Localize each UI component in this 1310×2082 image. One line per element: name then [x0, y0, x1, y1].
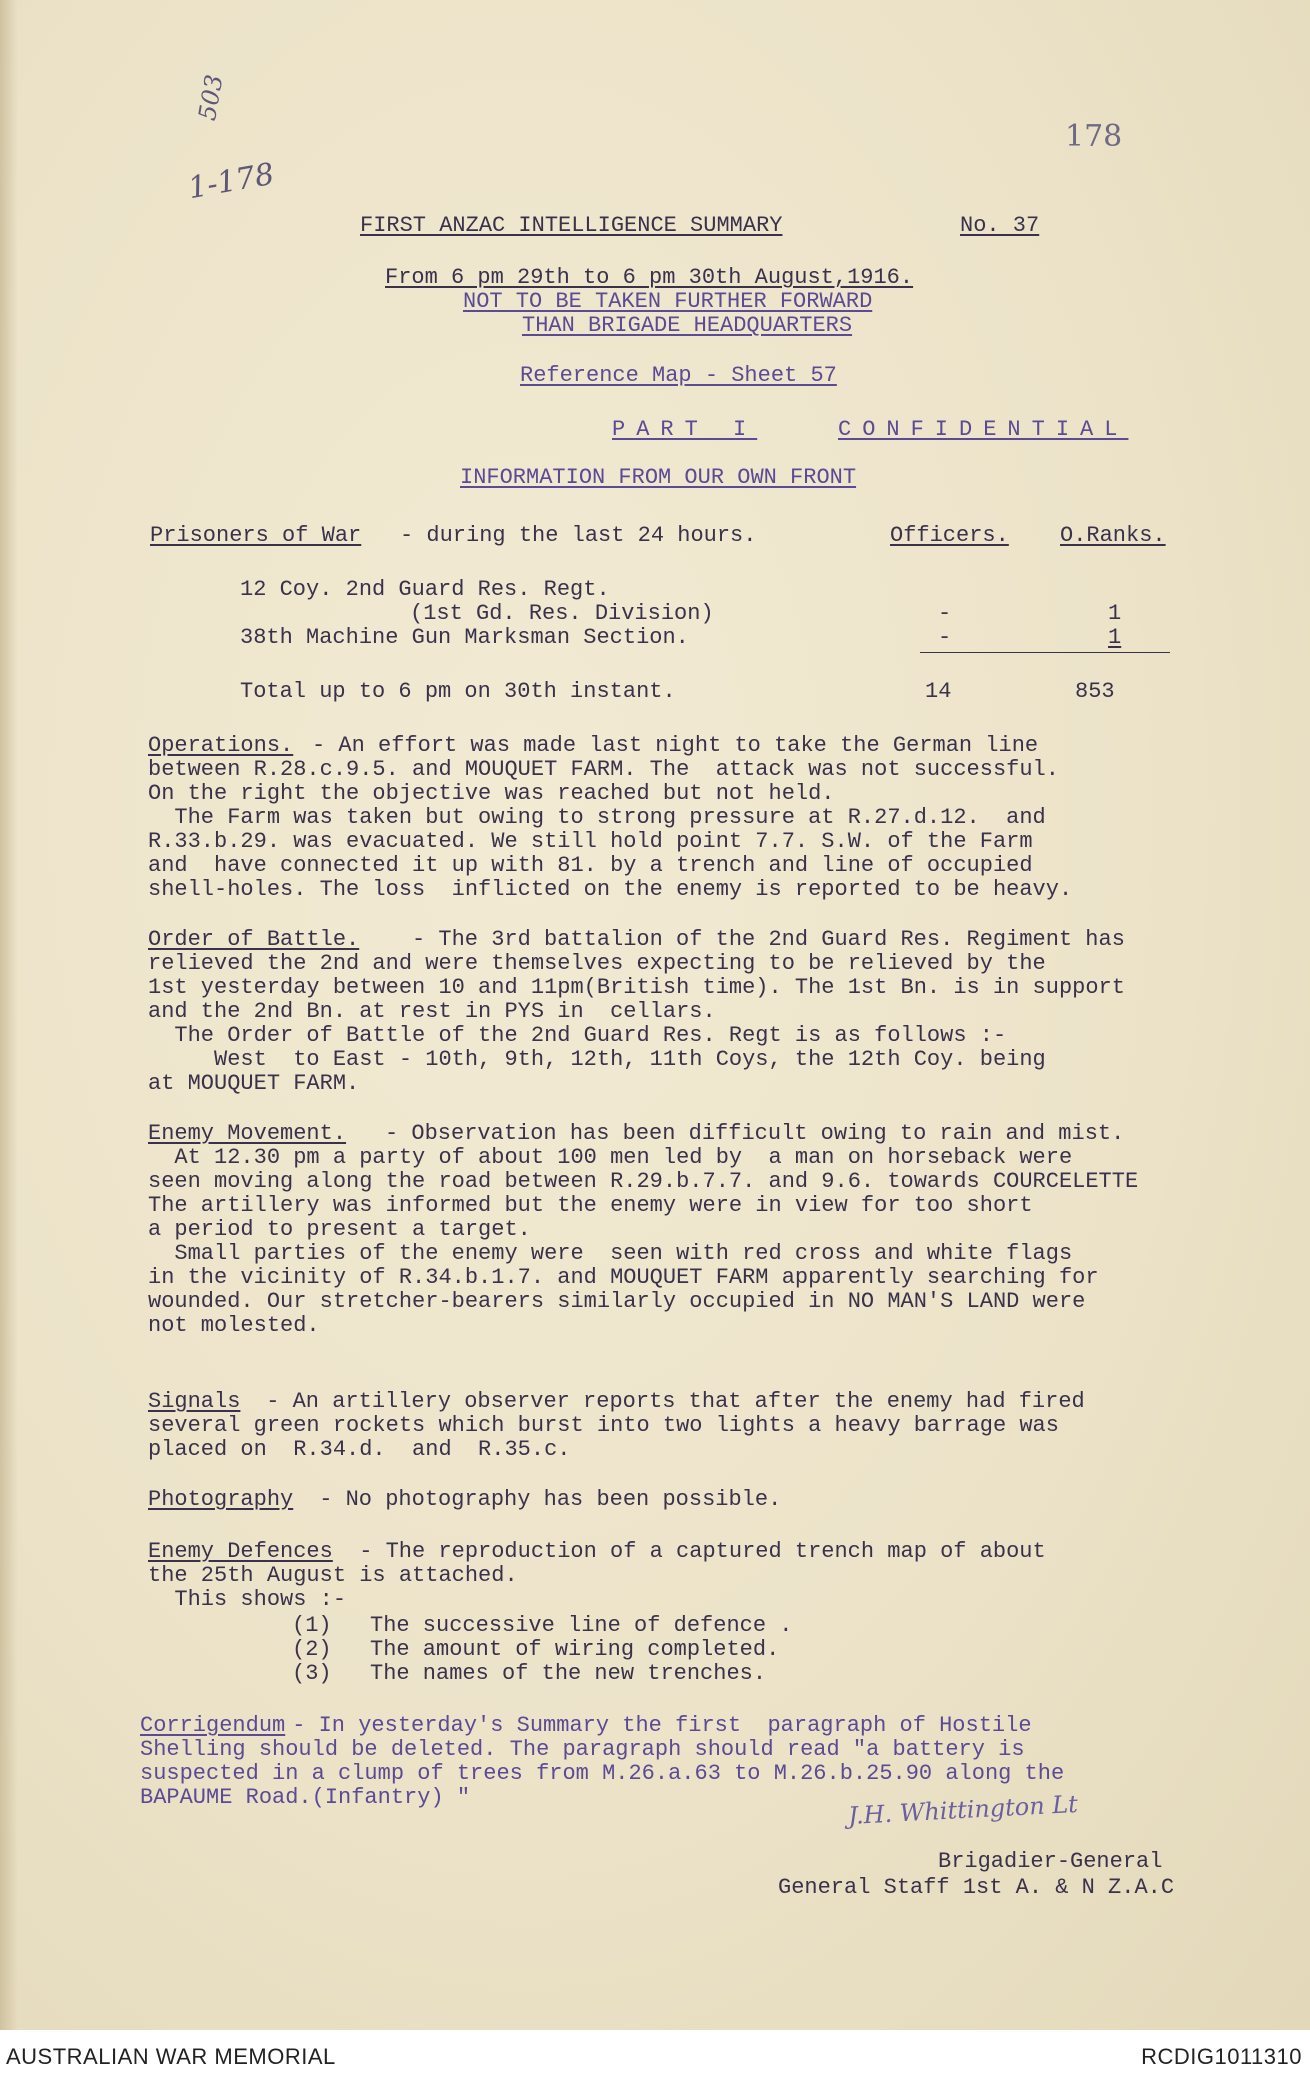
enemy-movement-line: Small parties of the enemy were seen with red cross and white flags: [148, 1241, 1073, 1266]
enemy-movement-line: wounded. Our stretcher-bearers similarly occupied in NO MAN'S LAND were: [148, 1289, 1086, 1314]
enemy-movement-line: At 12.30 pm a party of about 100 men led by a man on horseback were: [148, 1145, 1073, 1170]
enemy-defences-heading: Enemy Defences: [148, 1539, 333, 1564]
defence-item-text: The names of the new trenches.: [370, 1661, 767, 1686]
restriction-line-1: NOT TO BE TAKEN FURTHER FORWARD: [463, 289, 873, 314]
pencil-annotation-top: 503: [193, 72, 229, 123]
ranks-column-header: O.Ranks.: [1060, 523, 1166, 548]
section-title: INFORMATION FROM OUR OWN FRONT: [460, 465, 857, 490]
defence-item-number: (1): [292, 1613, 332, 1638]
signals-line: - An artillery observer reports that after the enemy had fired: [253, 1389, 1085, 1414]
officers-column-header: Officers.: [890, 523, 1009, 548]
signals-line: several green rockets which burst into two lights a heavy barrage was: [148, 1413, 1059, 1438]
photography-text: - No photography has been possible.: [306, 1487, 782, 1512]
archive-footer: [0, 2030, 1310, 2082]
defence-item-number: (3): [292, 1661, 332, 1686]
row1-ranks: 1: [1108, 601, 1122, 626]
enemy-movement-line: seen moving along the road between R.29.b.7.7. and 9.6. towards COURCELETTE: [148, 1169, 1139, 1194]
prisoner-unit-line-1: 12 Coy. 2nd Guard Res. Regt.: [240, 577, 610, 602]
corrigendum-line: Shelling should be deleted. The paragraph should read "a battery is: [140, 1737, 1025, 1762]
signatory-rank: Brigadier-General: [938, 1849, 1163, 1874]
enemy-defences-line: - The reproduction of a captured trench map of about: [346, 1539, 1046, 1564]
order-of-battle-line: and the 2nd Bn. at rest in PYS in cellars.: [148, 999, 716, 1024]
pencil-annotation-bottom: 1-178: [185, 156, 277, 207]
prisoner-unit-line-2: (1st Gd. Res. Division): [410, 601, 714, 626]
prisoners-heading: Prisoners of War: [150, 523, 362, 548]
defence-item-number: (2): [292, 1637, 332, 1662]
operations-heading: Operations.: [148, 733, 294, 758]
corrigendum-line: suspected in a clump of trees from M.26.a.63 to M.26.b.25.90 along the: [140, 1761, 1065, 1786]
defence-item-text: The amount of wiring completed.: [370, 1637, 780, 1662]
order-of-battle-line: 1st yesterday between 10 and 11pm(British time). The 1st Bn. is in support: [148, 975, 1125, 1000]
order-of-battle-line: - The 3rd battalion of the 2nd Guard Res. Regiment has: [412, 927, 1125, 952]
enemy-movement-line: The artillery was informed but the enemy were in view for too short: [148, 1193, 1033, 1218]
confidential-label: CONFIDENTIAL: [838, 417, 1129, 442]
corrigendum-line: - In yesterday's Summary the first paragraph of Hostile: [279, 1713, 1032, 1738]
totals-rule: [920, 652, 1170, 653]
footer-institution: AUSTRALIAN WAR MEMORIAL: [6, 2044, 336, 2069]
order-of-battle-line: West to East - 10th, 9th, 12th, 11th Coys, the 12th Coy. being: [148, 1047, 1046, 1072]
prisoners-heading-rest: - during the last 24 hours.: [400, 523, 757, 548]
enemy-defences-line: the 25th August is attached.: [148, 1563, 518, 1588]
footer-record-id: RCDIG1011310: [1141, 2044, 1302, 2069]
row1-officers: -: [938, 601, 952, 626]
enemy-defences-line: This shows :-: [148, 1587, 347, 1612]
part-label: PART I: [612, 417, 758, 442]
total-officers: 14: [925, 679, 952, 704]
page-edge-shadow: [0, 0, 18, 2030]
operations-line: and have connected it up with 81. by a trench and line of occupied: [148, 853, 1033, 878]
report-period: From 6 pm 29th to 6 pm 30th August,1916.: [385, 265, 914, 290]
defence-item-text: The successive line of defence .: [370, 1613, 793, 1638]
enemy-movement-heading: Enemy Movement.: [148, 1121, 347, 1146]
total-ranks: 853: [1075, 679, 1115, 704]
operations-line: On the right the objective was reached but not held.: [148, 781, 835, 806]
operations-line: R.33.b.29. was evacuated. We still hold point 7.7. S.W. of the Farm: [148, 829, 1033, 854]
enemy-movement-line: not molested.: [148, 1313, 320, 1338]
enemy-movement-line: in the vicinity of R.34.b.1.7. and MOUQUET FARM apparently searching for: [148, 1265, 1099, 1290]
handwritten-signature: J.H. Whittington Lt: [847, 1790, 1079, 1830]
operations-line: shell-holes. The loss inflicted on the enemy is reported to be heavy.: [148, 877, 1073, 902]
document-title: FIRST ANZAC INTELLIGENCE SUMMARY: [360, 213, 783, 238]
order-of-battle-line: relieved the 2nd and were themselves expecting to be relieved by the: [148, 951, 1046, 976]
order-of-battle-line: The Order of Battle of the 2nd Guard Res. Regt is as follows :-: [148, 1023, 1007, 1048]
signals-line: placed on R.34.d. and R.35.c.: [148, 1437, 571, 1462]
operations-line: between R.28.c.9.5. and MOUQUET FARM. The attack was not successful.: [148, 757, 1059, 782]
reference-map: Reference Map - Sheet 57: [520, 363, 837, 388]
enemy-movement-line: a period to present a target.: [148, 1217, 531, 1242]
prisoner-unit-line-3: 38th Machine Gun Marksman Section.: [240, 625, 689, 650]
signals-heading: Signals: [148, 1389, 241, 1414]
photography-heading: Photography: [148, 1487, 294, 1512]
order-of-battle-line: at MOUQUET FARM.: [148, 1071, 360, 1096]
row2-ranks: 1: [1108, 625, 1122, 650]
corrigendum-heading: Corrigendum: [140, 1713, 286, 1738]
restriction-line-2: THAN BRIGADE HEADQUARTERS: [522, 313, 853, 338]
folio-number: 178: [1065, 119, 1123, 154]
order-of-battle-heading: Order of Battle.: [148, 927, 360, 952]
total-label: Total up to 6 pm on 30th instant.: [240, 679, 676, 704]
corrigendum-line: BAPAUME Road.(Infantry) ": [140, 1785, 471, 1810]
signatory-staff: General Staff 1st A. & N Z.A.C: [778, 1875, 1175, 1900]
enemy-movement-line: - Observation has been difficult owing to rain and mist.: [385, 1121, 1125, 1146]
summary-number: No. 37: [960, 213, 1040, 238]
operations-line: - An effort was made last night to take the German line: [312, 733, 1039, 758]
operations-line: The Farm was taken but owing to strong pressure at R.27.d.12. and: [148, 805, 1046, 830]
row2-officers: -: [938, 625, 952, 650]
